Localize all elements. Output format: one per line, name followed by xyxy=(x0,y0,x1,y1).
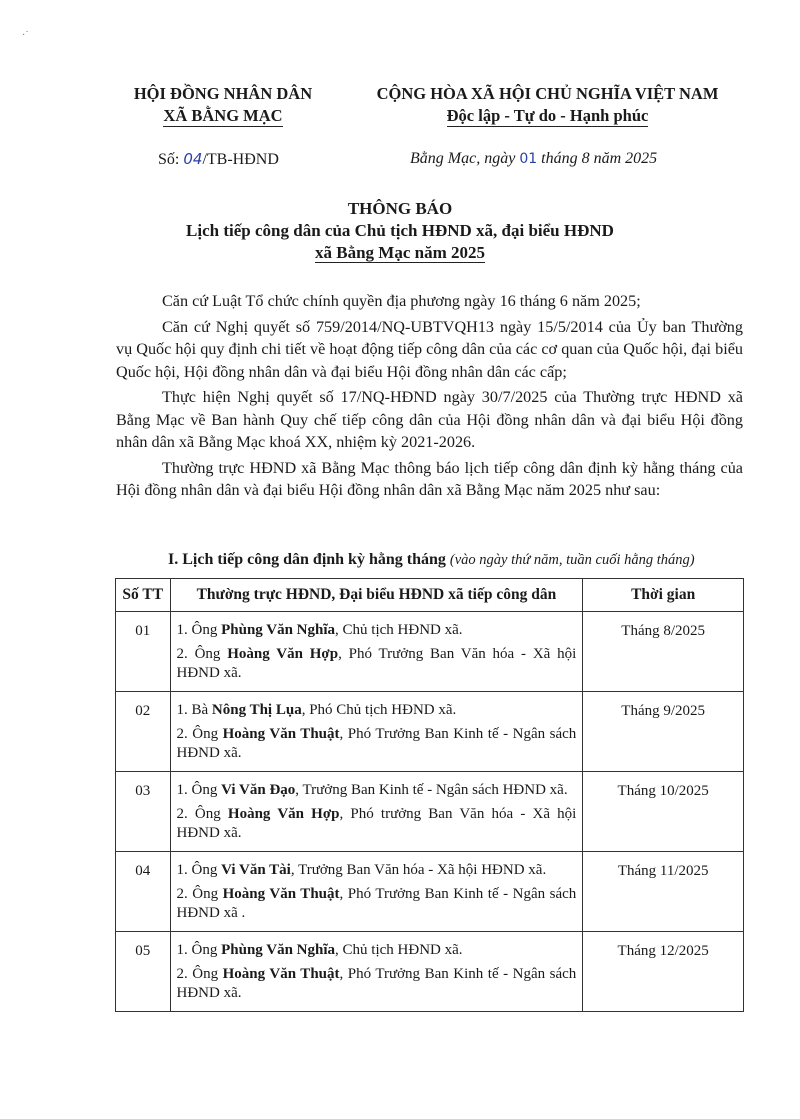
document-title xyxy=(100,198,700,264)
table-row xyxy=(116,612,744,692)
document-body xyxy=(116,290,743,505)
person-line: 1. Ông Vi Văn Tài, Trưởng Ban Văn hóa - Xã hội HĐND xã. xyxy=(176,862,547,878)
person-line: 2. Ông Hoàng Văn Hợp, Phó Trưởng Ban Văn hóa - Xã hội HĐND xã. xyxy=(176,646,577,681)
title-line3: xã Bằng Mạc năm 2025 xyxy=(315,243,485,262)
row-time: Tháng 9/2025 xyxy=(583,692,744,772)
table-row xyxy=(116,772,744,852)
row-people xyxy=(170,932,583,1012)
row-number: 04 xyxy=(116,852,171,932)
row-number: 03 xyxy=(116,772,171,852)
person-line: 2. Ông Hoàng Văn Hợp, Phó trưởng Ban Văn hóa - Xã hội HĐND xã. xyxy=(176,806,577,841)
paragraph: Thực hiện Nghị quyết số 17/NQ-HĐND ngày 30/7/2025 của Thường trực HĐND xã Bằng Mạc về Ban hành Quy chế tiếp công dân của Hội đồng nhân dân và đại biểu Hội đồng nhân dân xã Bằng Mạc khoá XX, nhiệm kỳ 2021-2026. xyxy=(116,388,743,451)
document-number-value: 04 xyxy=(183,150,203,168)
person-line: 2. Ông Hoàng Văn Thuật, Phó Trưởng Ban Kinh tế - Ngân sách HĐND xã . xyxy=(176,886,577,921)
row-number: 01 xyxy=(116,612,171,692)
row-people xyxy=(170,772,583,852)
table-row xyxy=(116,932,744,1012)
header-stt: Số TT xyxy=(116,579,171,612)
paragraph: Căn cứ Luật Tổ chức chính quyền địa phương ngày 16 tháng 6 năm 2025; xyxy=(162,292,641,310)
person-line: 2. Ông Hoàng Văn Thuật, Phó Trưởng Ban Kinh tế - Ngân sách HĐND xã. xyxy=(176,966,577,1001)
person-name: Hoàng Văn Hợp xyxy=(227,806,340,822)
national-header xyxy=(355,83,740,127)
row-time: Tháng 12/2025 xyxy=(583,932,744,1012)
row-time: Tháng 11/2025 xyxy=(583,852,744,932)
row-people xyxy=(170,612,583,692)
issuer-name: HỘI ĐỒNG NHÂN DÂN xyxy=(133,84,313,103)
person-name: Nông Thị Lụa xyxy=(211,702,302,718)
place-date: Bằng Mạc, ngày 01 tháng 8 năm 2025 xyxy=(410,150,658,167)
row-time: Tháng 8/2025 xyxy=(583,612,744,692)
date-day: 01 xyxy=(519,151,538,167)
row-number: 02 xyxy=(116,692,171,772)
paragraph: Thường trực HĐND xã Bằng Mạc thông báo lịch tiếp công dân định kỳ hằng tháng của Hội đồng nhân dân và đại biểu Hội đồng nhân dân xã Bằng Mạc năm 2025 như sau: xyxy=(116,458,743,499)
person-name: Hoàng Văn Thuật xyxy=(222,966,340,982)
person-name: Hoàng Văn Thuật xyxy=(222,886,340,902)
table-header-row xyxy=(116,579,744,612)
person-name: Hoàng Văn Hợp xyxy=(227,646,339,662)
table-row xyxy=(116,852,744,932)
paragraph: Căn cứ Nghị quyết số 759/2014/NQ-UBTVQH13 ngày 15/5/2014 của Ủy ban Thường vụ Quốc hội quy định chi tiết về hoạt động tiếp công dân của các cơ quan của Quốc hội, đại biểu Quốc hội, Hội đồng nhân dân và đại biểu Hội đồng nhân dân các cấp; xyxy=(116,317,743,381)
person-line: 2. Ông Hoàng Văn Thuật, Phó Trưởng Ban Kinh tế - Ngân sách HĐND xã. xyxy=(176,726,577,761)
person-line: 1. Bà Nông Thị Lụa, Phó Chủ tịch HĐND xã. xyxy=(176,702,457,718)
title-line2: Lịch tiếp công dân của Chủ tịch HĐND xã, đại biểu HĐND xyxy=(186,221,614,240)
document-number: Số: 04/TB-HĐND xyxy=(158,150,279,168)
scan-speck: ·˙ xyxy=(22,30,29,41)
header-people: Thường trực HĐND, Đại biểu HĐND xã tiếp công dân xyxy=(170,579,583,612)
row-people xyxy=(170,852,583,932)
national-motto: Độc lập - Tự do - Hạnh phúc xyxy=(446,106,649,125)
row-people xyxy=(170,692,583,772)
person-name: Vi Văn Tài xyxy=(221,862,291,878)
schedule-table xyxy=(115,578,744,1012)
section-heading: I. Lịch tiếp công dân định kỳ hằng tháng (vào ngày thứ năm, tuần cuối hằng tháng) xyxy=(168,551,695,568)
row-number: 05 xyxy=(116,932,171,1012)
country-name: CỘNG HÒA XÃ HỘI CHỦ NGHĨA VIỆT NAM xyxy=(376,84,719,103)
row-time: Tháng 10/2025 xyxy=(583,772,744,852)
table-row xyxy=(116,692,744,772)
section-note: (vào ngày thứ năm, tuần cuối hằng tháng) xyxy=(449,552,695,568)
person-line: 1. Ông Phùng Văn Nghĩa, Chủ tịch HĐND xã. xyxy=(176,942,463,958)
person-name: Phùng Văn Nghĩa xyxy=(221,622,336,638)
issuer-header xyxy=(118,83,328,127)
title-main: THÔNG BÁO xyxy=(347,199,453,218)
person-name: Hoàng Văn Thuật xyxy=(222,726,340,742)
person-line: 1. Ông Phùng Văn Nghĩa, Chủ tịch HĐND xã. xyxy=(176,622,463,638)
issuer-commune: XÃ BẰNG MẠC xyxy=(163,106,283,125)
person-line: 1. Ông Vi Văn Đạo, Trưởng Ban Kinh tế - Ngân sách HĐND xã. xyxy=(176,782,568,798)
person-name: Phùng Văn Nghĩa xyxy=(221,942,336,958)
header-time: Thời gian xyxy=(583,579,744,612)
person-name: Vi Văn Đạo xyxy=(221,782,296,798)
